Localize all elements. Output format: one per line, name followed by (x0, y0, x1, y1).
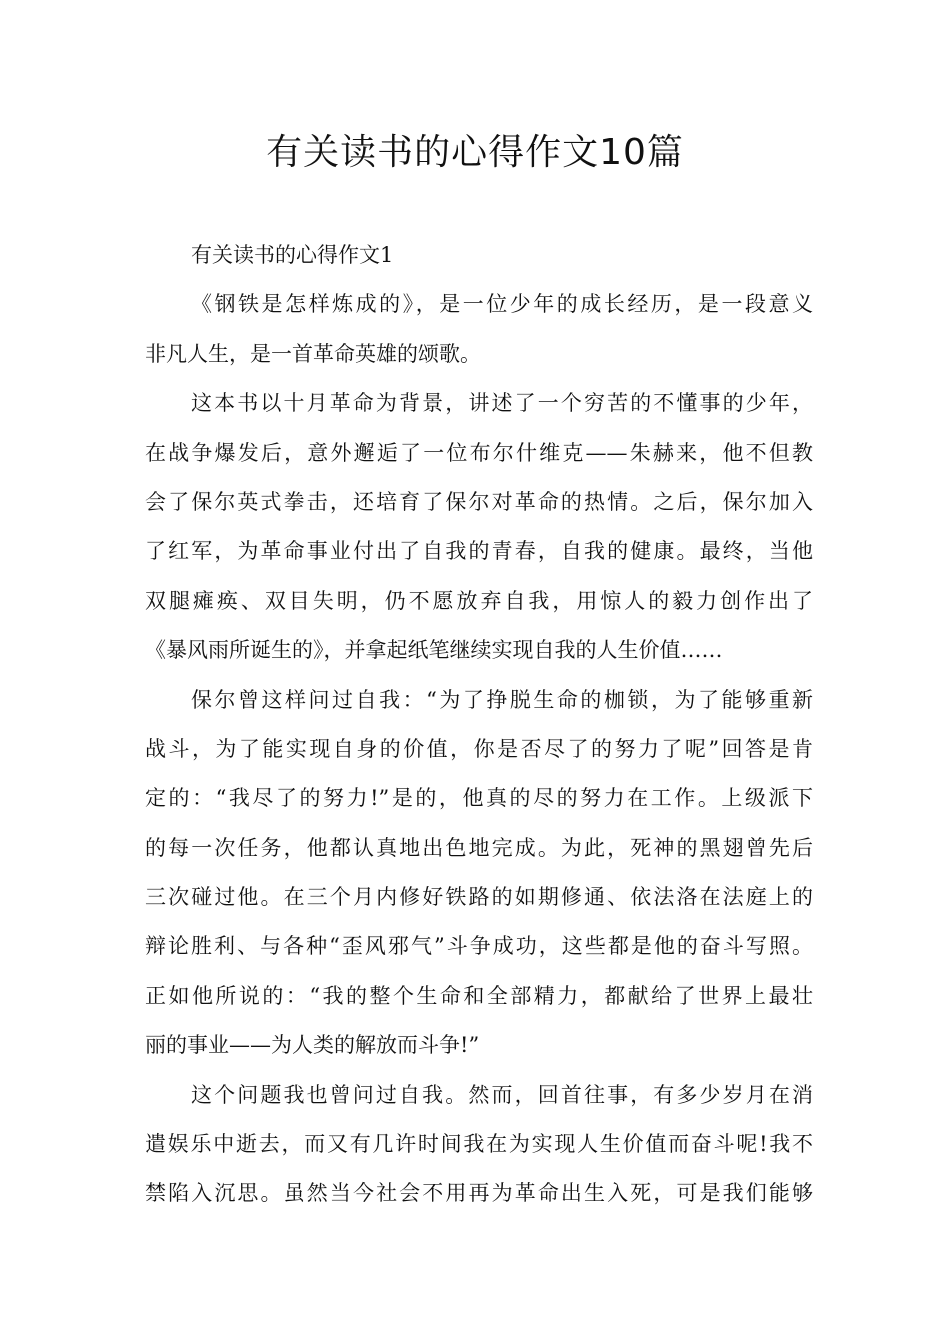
text-line: 这本书以十月革命为背景，讲述了一个穷苦的不懂事的少年， (191, 391, 813, 416)
text-line: 战斗，为了能实现自身的价值，你是否尽了的努力了呢”回答是肯 (145, 736, 813, 761)
text-line: 三次碰过他。在三个月内修好铁路的如期修通、依法洛在法庭上的 (145, 885, 813, 910)
text-line: 辩论胜利、与各种“歪风邪气”斗争成功，这些都是他的奋斗写照。 (145, 934, 813, 959)
text-line: 会了保尔英式拳击，还培育了保尔对革命的热情。之后，保尔加入 (145, 489, 813, 514)
text-line: 了红军，为革命事业付出了自我的青春，自我的健康。最终，当他 (145, 539, 813, 564)
text-line: 这个问题我也曾问过自我。然而，回首往事，有多少岁月在消 (191, 1082, 813, 1107)
text-line: 定的：“我尽了的努力!”是的，他真的尽的努力在工作。上级派下 (145, 786, 813, 811)
text-line: 正如他所说的：“我的整个生命和全部精力，都献给了世界上最壮 (145, 983, 813, 1008)
text-line: 非凡人生，是一首革命英雄的颂歌。 (145, 341, 481, 366)
text-line: 的每一次任务，他都认真地出色地完成。为此，死神的黑翅曾先后 (145, 835, 813, 860)
text-line: 有关读书的心得作文1 (191, 243, 394, 267)
text-line: 《钢铁是怎样炼成的》，是一位少年的成长经历，是一段意义 (191, 292, 813, 317)
document-body (145, 231, 813, 1219)
text-line: 《暴风雨所诞生的》，并拿起纸笔继续实现自我的人生价值…… (145, 638, 723, 663)
text-line: 禁陷入沉思。虽然当今社会不用再为革命出生入死，可是我们能够 (145, 1181, 813, 1206)
text-line: 双腿瘫痪、双目失明，仍不愿放弃自我，用惊人的毅力创作出了 (145, 588, 813, 613)
text-line: 在战争爆发后，意外邂逅了一位布尔什维克——朱赫来，他不但教 (145, 440, 813, 465)
document-title: 有关读书的心得作文10篇 (266, 132, 684, 173)
text-line: 遣娱乐中逝去，而又有几许时间我在为实现人生价值而奋斗呢!我不 (145, 1132, 813, 1157)
text-line: 保尔曾这样问过自我：“为了挣脱生命的枷锁，为了能够重新 (191, 687, 813, 712)
text-line: 丽的事业——为人类的解放而斗争!” (145, 1033, 480, 1058)
